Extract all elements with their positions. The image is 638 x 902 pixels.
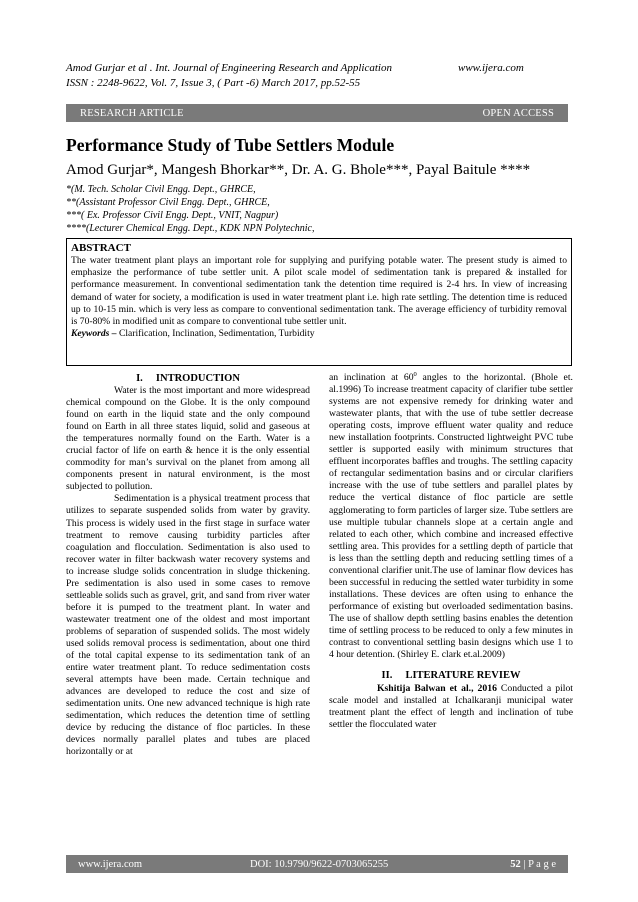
keywords-list: Clarification, Inclination, Sedimentation, Turbidity [116, 328, 315, 340]
open-access-label: OPEN ACCESS [482, 107, 554, 119]
author-list: Amod Gurjar*, Mangesh Bhorkar**, Dr. A. G. Bhole***, Payal Baitule **** [66, 162, 531, 178]
page-label: | P a g e [520, 858, 556, 870]
abstract-heading: ABSTRACT [71, 242, 131, 254]
literature-paragraph-1 [329, 683, 573, 731]
literature-text: Conducted a pilot scale model and installed at Ichalkaranji municipal water treatment plant the effect of length and inclination of tube settler the flocculated water [329, 683, 573, 731]
left-column [66, 372, 310, 758]
keywords-line [71, 328, 567, 340]
research-article-label: RESEARCH ARTICLE [80, 107, 184, 119]
article-type-banner [66, 104, 568, 122]
footer-doi[interactable]: DOI: 10.9790/9622-0703065255 [250, 858, 389, 870]
journal-url[interactable]: www.ijera.com [458, 62, 524, 74]
literature-citation: Kshitija Balwan et al., 2016 [377, 683, 497, 695]
affiliation-1: *(M. Tech. Scholar Civil Engg. Dept., GHRCE, [66, 184, 256, 195]
intro-paragraph-3 [329, 372, 573, 661]
intro-paragraph-1: Water is the most important and more widespread chemical compound on the Globe. It is the only compound found on earth in the liquid state and the only compound found on Earth in all three states liquid, solid and gaseous at the temperatures normally found on the Earth. Water is a crucial factor of life on earth & hence it is the only essential commodity for man’s survival on the planet from among all components present in natural environment, is the most subjected to pollution. [66, 385, 310, 493]
intro-paragraph-2: Sedimentation is a physical treatment process that utilizes to separate suspended solids from water by gravity. This process is widely used in the first stage in surface water treatment to remove causing turbidity particles after coagulation and flocculation. Sedimentation is also used to recover water in filter backwash water recovery systems and to increase sludge solids concentration in sludge thickening. Pre sedimentation is also used in some cases to remove settleable solids such as gravel, grit, and sand from river water before it is pumped to the treatment plant. In water and wastewater treatment one of the oldest and most important problems of separation of suspended solids. The most widely used solids removal process is sedimentation, about one third of the total capital expense to its sedimentation tank of an entire water treatment plant. To reduce sedimentation costs several attempts have been made. Certain technique and advances are developed to reduce the cost and size of sedimentation units. One new advanced technique is high rate sedimentation, which reduces the detention time of settling device by reducing the distance of floc particles. In these devices normally parallel plates and tubes are placed horizontally or at [66, 493, 310, 758]
journal-citation: Amod Gurjar et al . Int. Journal of Engineering Research and Application [66, 62, 392, 74]
affiliation-2: **(Assistant Professor Civil Engg. Dept., GHRCE, [66, 197, 270, 208]
introduction-heading: I. INTRODUCTION [136, 373, 240, 384]
affiliation-4: ****(Lecturer Chemical Engg. Dept., KDK NPN Polytechnic, [66, 223, 315, 234]
paper-title: Performance Study of Tube Settlers Module [66, 135, 395, 155]
intro-p3-rest: angles to the horizontal. (Bhole et. al.1996) To increase treatment capacity of clarifier tube settler systems are not expensive remedy for drinking water and wastewater plants, that with the use of tube settler decrease operating costs, improve effluent water quality and reduce new installation footprints. Constructed lightweight PVC tube settler is supported easily with minimum structures that effluent incorporates baffles and troughs. The settling capacity of rectangular sedimentation basins and or circular clarifiers increase with the use of tube settlers and parallel plates by reduce the vertical distance of floc particle are settle agglomerating to form particles of larger size. Tube settlers are use multiple tubular channels slope at a certain angle and related to each other, which combine and increased effective settling area. This provides for a settling depth of particle that is less than the settling depth and reducing settling times of a conventional clarifier unit.The use of laminar flow devices has been successful in reducing the settled water turbidity in some installations. These devices are often using to enhance the performance of existing but overloaded sedimentation basins. The use of shallow depth settling basins enables the detention time of settling process to be reduced to only a few minutes in contrast to conventional settling basin designs which use 1 to 4 hour detention. (Shirley E. clark et.al.2009) [329, 372, 573, 661]
footer-url[interactable]: www.ijera.com [78, 858, 143, 870]
page-footer [66, 855, 568, 873]
intro-p3-start: an inclination at 60 [329, 372, 414, 383]
abstract-box [66, 238, 572, 366]
journal-issn: ISSN : 2248-9622, Vol. 7, Issue 3, ( Part -6) March 2017, pp.52-55 [66, 77, 361, 89]
page-number: 52 [510, 858, 521, 870]
affiliation-3: ***( Ex. Professor Civil Engg. Dept., VNIT, Nagpur) [66, 210, 279, 221]
keywords-label: Keywords – [71, 328, 117, 340]
abstract-text: The water treatment plant plays an important role for supplying and purifying potable water. The present study is aimed to emphasize the performance of tube settler unit. A pilot scale model of sedimentation tank is prepared & installed for performance measurement. In conventional sedimentation tank the detention time required is 2-4 hrs. In view of increasing demand of water for society, a modification is used in water treatment plant i.e. high rate settling. The detention time is reduced up to 10-15 min. which is very less as compare to conventional sedimentation tank. The average efficiency of turbidity removal is 70-80% in modified unit as compare to conventional tube settler unit. [71, 255, 567, 328]
degree-superscript: 0 [413, 370, 417, 378]
footer-page [510, 859, 556, 870]
right-column [329, 372, 573, 731]
literature-review-heading: II. LITERATURE REVIEW [381, 670, 521, 682]
